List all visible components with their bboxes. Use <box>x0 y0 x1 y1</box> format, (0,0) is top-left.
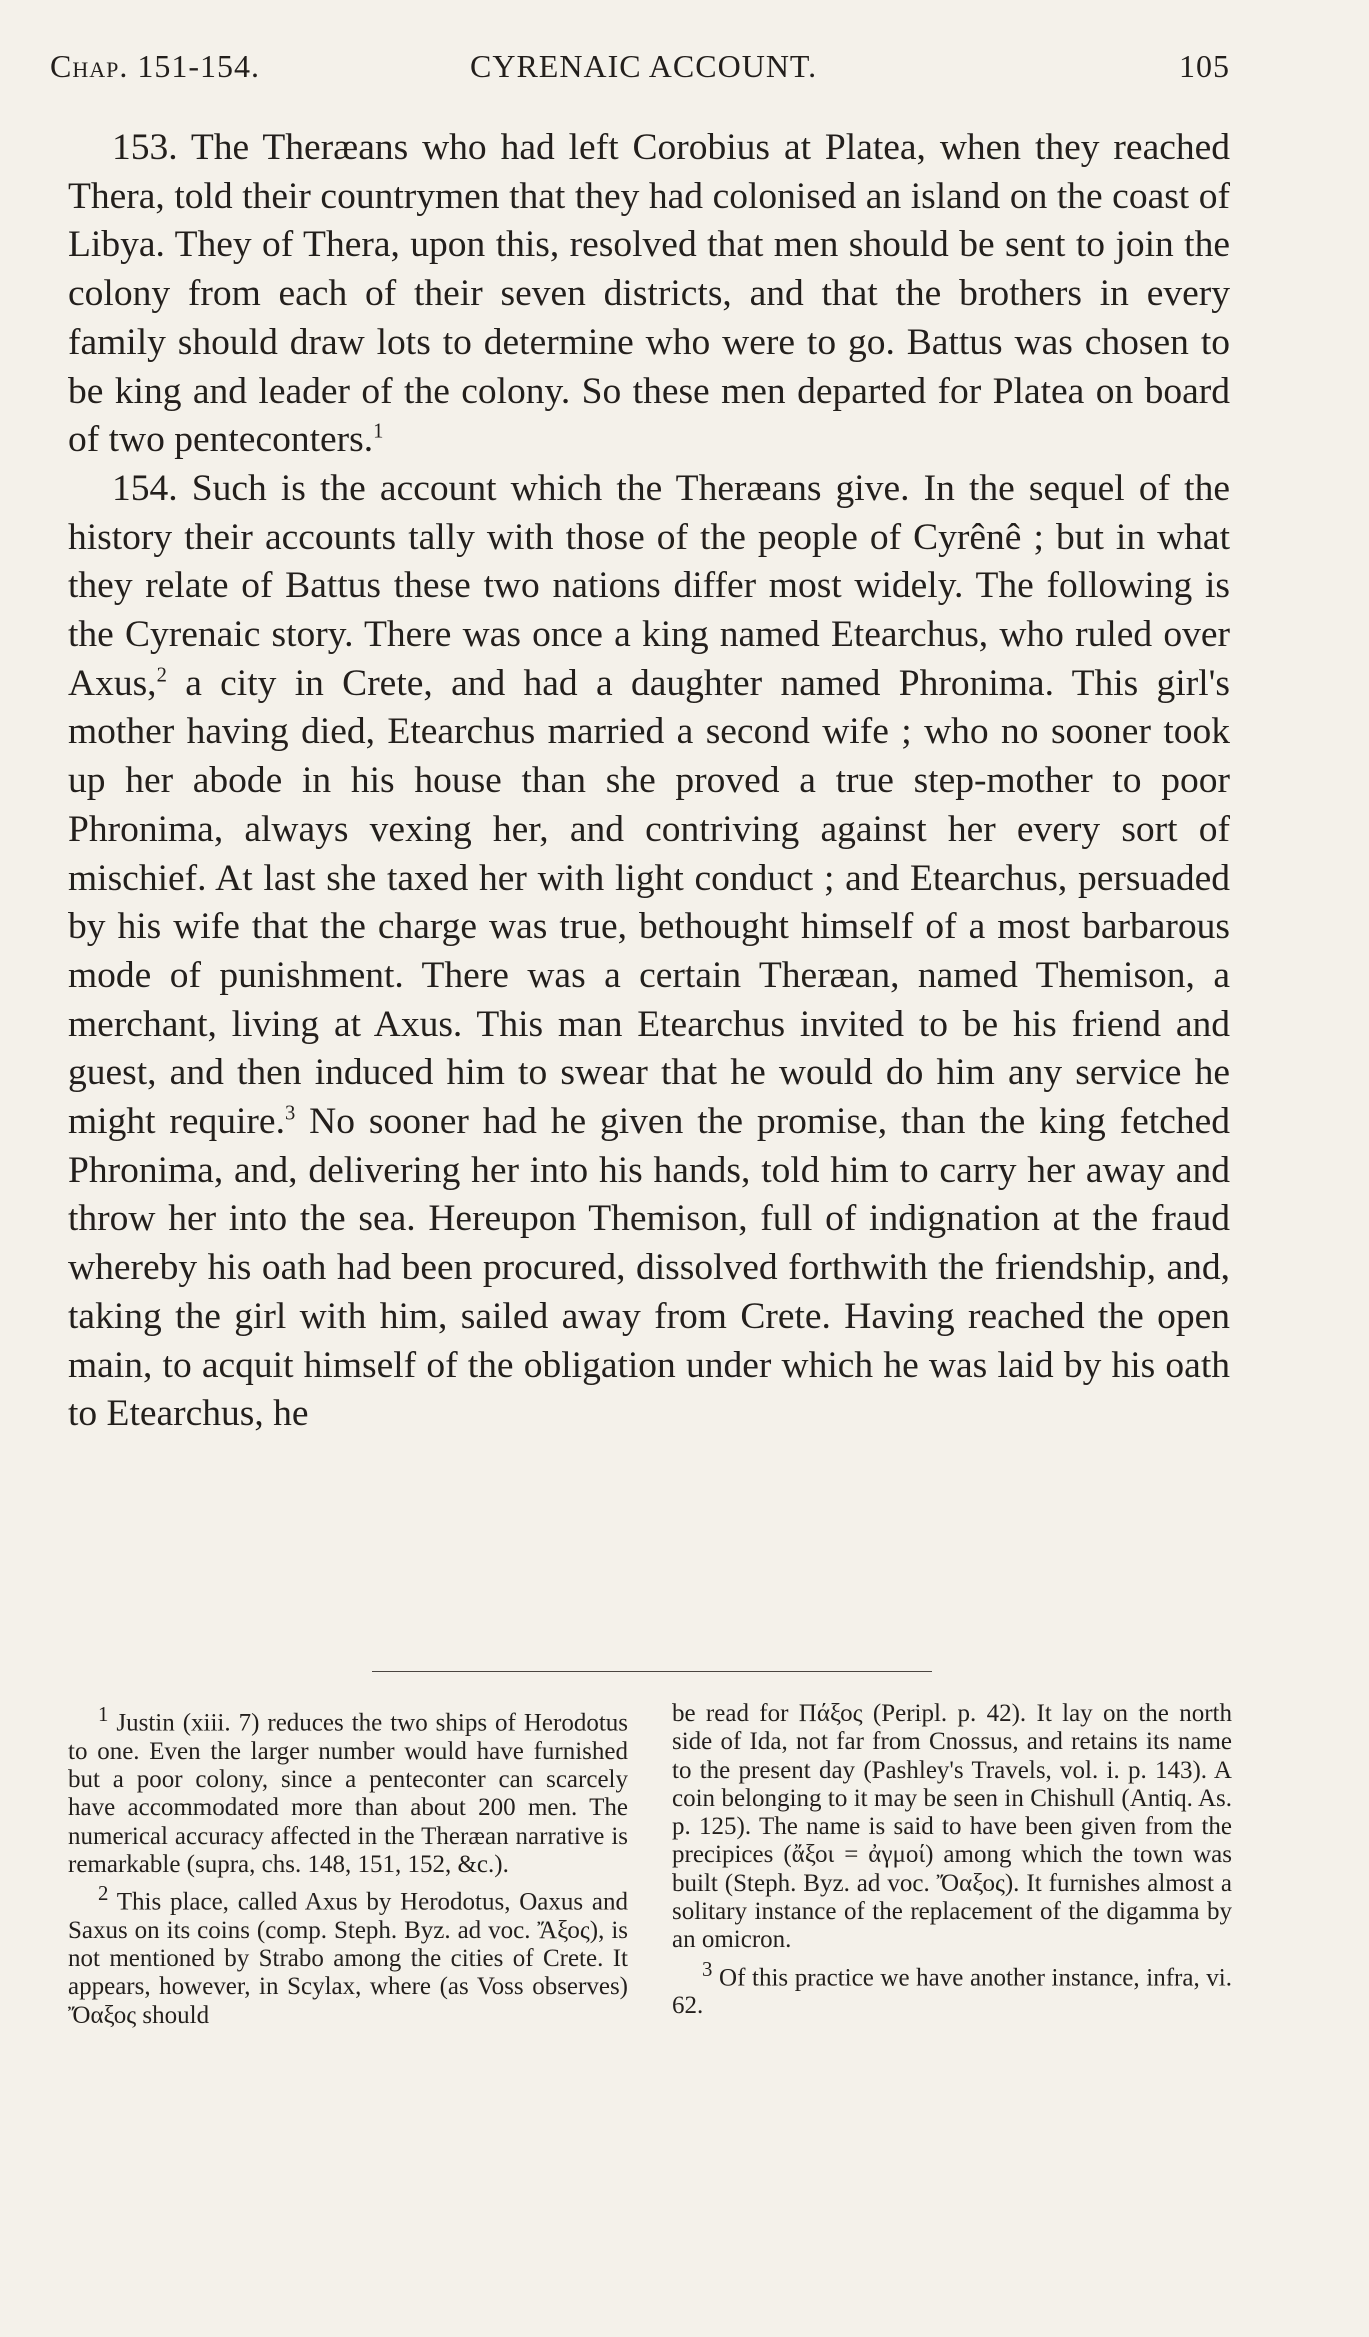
footnote-2 <box>68 1879 628 2030</box>
footnote-2-continued: be read for Πάξος (Peripl. p. 42). It lay on the north side of Ida, not far from Cnossus, and retains its name to the present day (Pashley's Travels, vol. i. p. 143). A coin belonging to it may be seen in Chishull (Antiq. As. p. 125). The name is said to have been given from the precipices (ἄξοι = ἀγμοί) among which the town was built (Steph. Byz. ad voc. Ὄαξος). It furnishes almost a solitary instance of the replacement of the digamma by an omicron. <box>672 1700 1232 1954</box>
paragraph-154-text-c: No sooner had he given the promise, than the king fetched Phronima, and, delivering her into his hands, told him to carry her away and throw her into the sea. Hereupon Themison, full of indignation at the fraud whereby his oath had been procured, dissolved forthwith the friendship, and, taking the girl with him, sailed away from Crete. Having reached the open main, to acquit himself of the obligation under which he was laid by his oath to Etearchus, he <box>68 1101 1230 1435</box>
footnote-1 <box>68 1700 628 1879</box>
footnote-3-text: Of this practice we have another instance, infra, vi. 62. <box>672 1964 1232 2020</box>
footnote-2-text: This place, called Axus by Herodotus, Oaxus and Saxus on its coins (comp. Steph. Byz. ad voc. Ἄξος), is not mentioned by Strabo among the cities of Crete. It appears, however, in Scylax, where (as Voss observes) Ὄαξος should <box>68 1888 628 2029</box>
footnote-1-text: Justin (xiii. 7) reduces the two ships of Herodotus to one. Even the larger number would have furnished but a poor colony, since a penteconter can scarcely have accommodated more than about 200 men. The numerical accuracy affected in the Theræan narrative is remarkable (supra, chs. 148, 151, 152, &c.). <box>68 1709 628 1878</box>
footnote-1-number: 1 <box>98 1702 109 1726</box>
paragraph-153-text: 153. The Theræans who had left Corobius at Platea, when they reached Thera, told their countrymen that they had colonised an island on the coast of Libya. They of Thera, upon this, resolved that men should be sent to join the colony from each of their seven districts, and that the brothers in every family should draw lots to determine who were to go. Battus was chosen to be king and leader of the colony. So these men departed for Platea on board of two penteconters. <box>68 127 1230 461</box>
footnote-ref-3: 3 <box>284 1102 296 1125</box>
paragraph-153 <box>68 124 1230 465</box>
footnote-ref-1: 1 <box>373 420 384 443</box>
paragraph-154-text-a: 154. Such is the account which the Theræans give. In the sequel of the history their accounts tally with those of the people of Cyrênê ; but in what they relate of Battus these two nations differ most widely. The following is the Cyrenaic story. There was once a king named Etearchus, who ruled over Axus, <box>68 467 1230 704</box>
page-number: 105 <box>1179 48 1230 84</box>
main-text <box>68 124 1230 1439</box>
footnote-2-number: 2 <box>98 1881 109 1906</box>
footnote-divider <box>372 1671 932 1672</box>
footnote-3-number: 3 <box>702 1956 713 1981</box>
footnotes-right-column <box>672 1700 1232 2021</box>
paragraph-154 <box>68 465 1230 1439</box>
paragraph-154-text-b: a city in Crete, and had a daughter named Phronima. This girl's mother having died, Etearchus married a second wife ; who no sooner took up her abode in his house than she proved a true step-mother to poor Phronima, always vexing her, and contriving against her every sort of mischief. At last she taxed her with light conduct ; and Etearchus, persuaded by his wife that the charge was true, bethought himself of a most barbarous mode of punishment. There was a certain Theræan, named Themison, a merchant, living at Axus. This man Etearchus invited to be his friend and guest, and then induced him to swear that he would do him any service he might require. <box>68 662 1230 1143</box>
footnote-ref-2: 2 <box>156 664 167 687</box>
footnote-3 <box>672 1955 1232 2021</box>
chapter-range: Chap. 151-154. <box>50 48 261 84</box>
running-title: CYRENAIC ACCOUNT. <box>470 48 818 84</box>
running-header <box>50 48 1230 98</box>
footnotes-left-column <box>68 1700 628 2030</box>
